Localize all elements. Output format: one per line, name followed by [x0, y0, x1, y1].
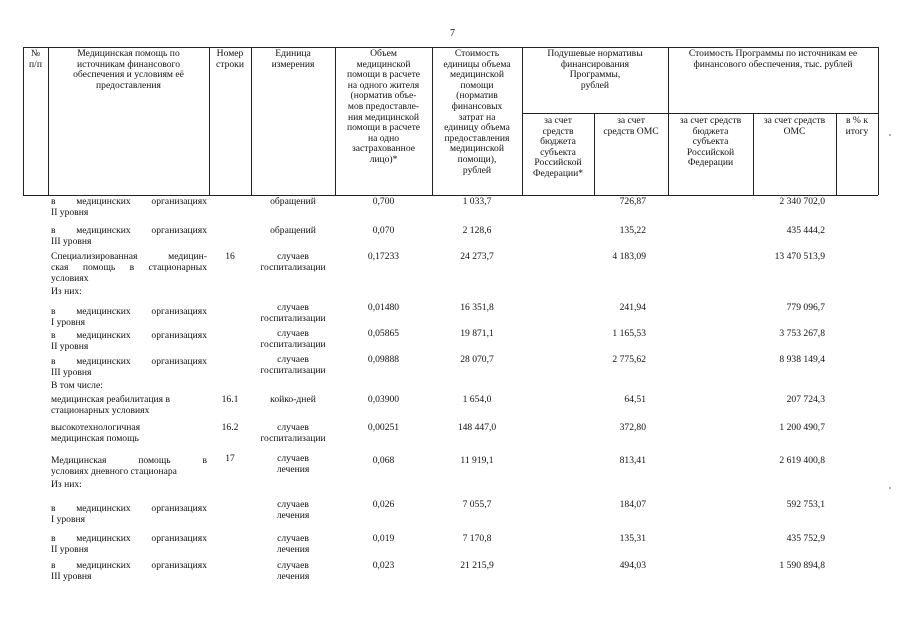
- row-name-line2: I уровня: [51, 514, 86, 525]
- header-prog-pct: в % к итогу: [845, 115, 869, 137]
- row-unit: случаев лечения: [276, 499, 310, 521]
- row-unit: койко-дней: [270, 394, 316, 405]
- row-unit: обращений: [270, 196, 316, 207]
- row-oms: 1 200 490,7: [779, 422, 825, 433]
- row-name-line2: III уровня: [51, 571, 92, 582]
- row-name-line2: условиях дневного стационара: [51, 466, 177, 477]
- row-name-line1: в медицинских организациях: [51, 560, 207, 571]
- row-pc-oms: 2 775,62: [612, 354, 646, 365]
- row-name-line1: высокотехнологичная: [51, 422, 141, 433]
- header-pc-oms: за счет средств ОМС: [603, 115, 659, 137]
- row-cost: 16 351,8: [460, 302, 494, 313]
- row-volume: 0,09888: [367, 354, 400, 365]
- row-oms: 435 444,2: [786, 225, 825, 236]
- row-pc-oms: 1 165,53: [612, 328, 646, 339]
- row-oms: 2 340 702,0: [779, 196, 825, 207]
- row-name-line1: Специализированная медицин-: [51, 251, 207, 262]
- row-pc-oms: 494,03: [619, 560, 646, 571]
- row-unit: случаев госпитализации: [260, 302, 326, 324]
- row-name-line2: II уровня: [51, 544, 89, 555]
- row-name-line2: стационарных условиях: [51, 405, 150, 416]
- header-prog-oms: за счет средств ОМС: [763, 115, 826, 137]
- row-number: 17: [225, 453, 235, 464]
- row-volume: 0,019: [372, 533, 395, 544]
- row-volume: 0,00251: [367, 422, 400, 433]
- row-oms: 435 752,9: [786, 533, 825, 544]
- row-unit: случаев лечения: [276, 453, 310, 475]
- row-volume: 0,05865: [367, 328, 400, 339]
- row-volume: 0,17233: [367, 251, 400, 262]
- row-cost: 1 033,7: [462, 196, 492, 207]
- scan-speck: [889, 134, 891, 136]
- row-cost: 1 654,0: [462, 394, 492, 405]
- row-number: 16.2: [221, 422, 239, 433]
- row-oms: 1 590 894,8: [779, 560, 825, 571]
- row-pc-oms: 726,87: [619, 196, 646, 207]
- row-unit: случаев лечения: [276, 533, 310, 555]
- caption-of-them: Из них:: [51, 286, 82, 297]
- row-cost: 11 919,1: [460, 455, 494, 466]
- row-oms: 8 938 149,4: [779, 354, 825, 365]
- header-cost: Стоимость единицы объема медицинской помощи (норматив финансовых затрат на единицу объема предоставления медицинской помощи), рублей: [443, 48, 511, 176]
- header-sub-divider-right: [668, 113, 878, 114]
- row-volume: 0,01480: [367, 302, 400, 313]
- row-oms: 592 753,1: [786, 499, 825, 510]
- header-unit: Единица измерения: [271, 48, 315, 70]
- row-pc-oms: 135,31: [619, 533, 646, 544]
- header-per-capita: Подушевые нормативы финансирования Программы, рублей: [547, 48, 643, 91]
- row-pc-oms: 64,51: [624, 394, 646, 405]
- row-name-line2: II уровня: [51, 341, 89, 352]
- row-number: 16.1: [221, 394, 239, 405]
- row-unit: обращений: [270, 225, 316, 236]
- row-name-line2: медицинская помощь: [51, 433, 139, 444]
- row-volume: 0,026: [372, 499, 395, 510]
- page-number: 7: [450, 28, 455, 39]
- scan-speck: [889, 487, 891, 489]
- row-name-line2: III уровня: [51, 236, 92, 247]
- header-pc-budget: за счет средств бюджета субъекта Российской Федерации*: [532, 115, 584, 179]
- row-oms: 779 096,7: [786, 302, 825, 313]
- row-name-line1: в медицинских организациях: [51, 330, 207, 341]
- row-cost: 2 128,6: [462, 225, 492, 236]
- row-volume: 0,03900: [367, 394, 400, 405]
- row-pc-oms: 135,22: [619, 225, 646, 236]
- row-unit: случаев госпитализации: [260, 354, 326, 376]
- header-volume: Объем медицинской помощи в расчете на одного жителя (норматив объе- мов предоставле- ния медицинской помощи в расчете на одно застрахованное лицо)*: [346, 48, 421, 165]
- row-name-line1: в медицинских организациях: [51, 306, 207, 317]
- row-name-line2: I уровня: [51, 317, 86, 328]
- row-name-line2: II уровня: [51, 207, 89, 218]
- caption-of-them: Из них:: [51, 479, 82, 490]
- row-name-line3: условиях: [51, 273, 89, 284]
- row-cost: 7 055,7: [462, 499, 492, 510]
- caption-including: В том числе:: [51, 380, 103, 391]
- row-name-line1: в медицинских организациях: [51, 503, 207, 514]
- row-name-line1: в медицинских организациях: [51, 533, 207, 544]
- row-unit: случаев госпитализации: [260, 422, 326, 444]
- row-unit: случаев госпитализации: [260, 328, 326, 350]
- row-oms: 3 753 267,8: [779, 328, 825, 339]
- row-volume: 0,023: [372, 560, 395, 571]
- row-name-line1: в медицинских организациях: [51, 196, 207, 207]
- header-row-no: Номер строки: [216, 48, 244, 70]
- header-care: Медицинская помощь по источникам финансового обеспечения и условиям её предоставления: [73, 48, 184, 91]
- row-cost: 19 871,1: [460, 328, 494, 339]
- row-cost: 24 273,7: [460, 251, 494, 262]
- row-unit: случаев госпитализации: [260, 251, 326, 273]
- row-unit: случаев лечения: [276, 560, 310, 582]
- row-oms: 2 619 400,8: [779, 455, 825, 466]
- row-number: 16: [225, 251, 235, 262]
- row-oms: 13 470 513,9: [774, 251, 825, 262]
- row-name-line2: III уровня: [51, 367, 92, 378]
- row-volume: 0,700: [372, 196, 395, 207]
- row-pc-oms: 241,94: [619, 302, 646, 313]
- row-oms: 207 724,3: [786, 394, 825, 405]
- row-name-line1: Медицинская помощь в: [51, 455, 207, 466]
- row-name-line2: ская помощь в стационарных: [51, 262, 207, 273]
- row-name-line1: в медицинских организациях: [51, 225, 207, 236]
- row-cost: 7 170,8: [462, 533, 492, 544]
- row-pc-oms: 4 183,09: [612, 251, 646, 262]
- row-name-line1: медицинская реабилитация в: [51, 394, 171, 405]
- header-num: № п/п: [29, 48, 42, 70]
- row-pc-oms: 372,80: [619, 422, 646, 433]
- row-volume: 0,068: [372, 455, 395, 466]
- row-cost: 148 447,0: [457, 422, 497, 433]
- row-name-line1: в медицинских организациях: [51, 356, 207, 367]
- header-program-cost: Стоимость Программы по источникам ее финансового обеспечения, тыс. рублей: [688, 48, 858, 70]
- header-prog-budget: за счет средств бюджета субъекта Российской Федерации: [679, 115, 742, 169]
- row-volume: 0,070: [372, 225, 395, 236]
- header-sub-divider-left: [522, 113, 668, 114]
- col-line-12: [878, 47, 879, 195]
- row-pc-oms: 184,07: [619, 499, 646, 510]
- row-cost: 28 070,7: [460, 354, 494, 365]
- row-cost: 21 215,9: [460, 560, 494, 571]
- row-pc-oms: 813,41: [619, 455, 646, 466]
